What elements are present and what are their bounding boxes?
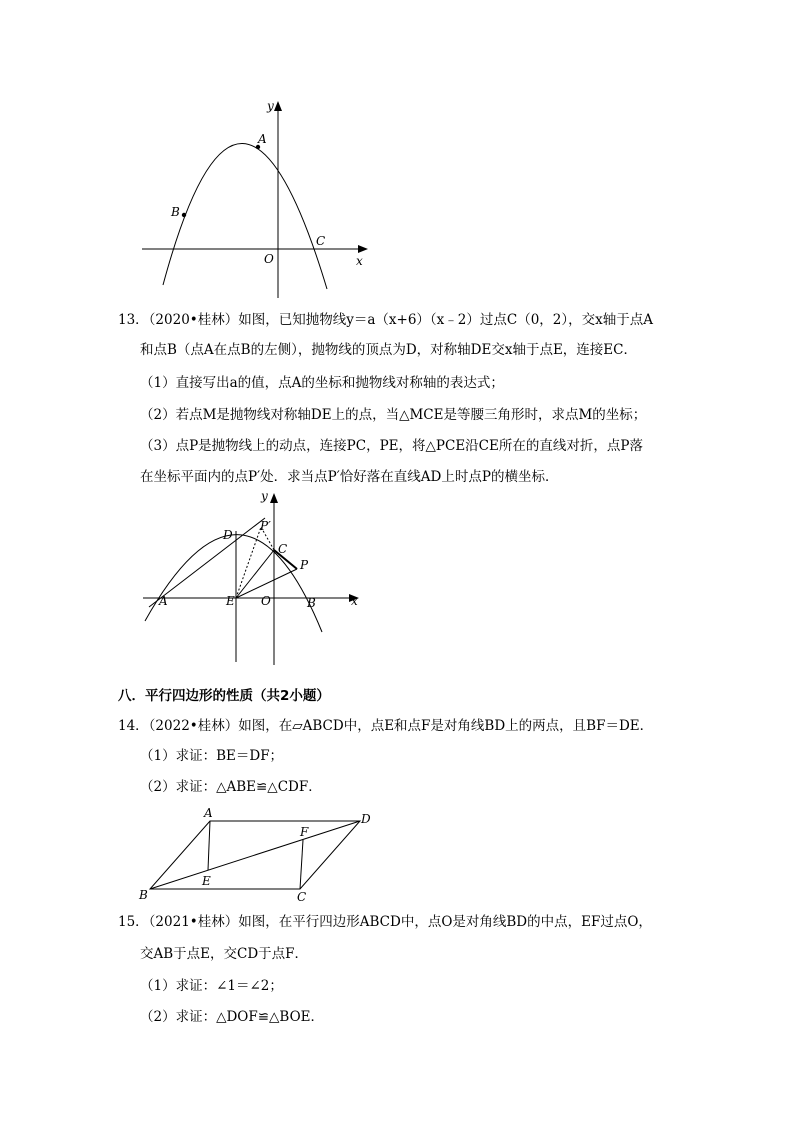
label-f: F [300, 825, 309, 839]
q15-line-2: 交AB于点E，交CD于点F． [140, 946, 309, 962]
label-o: O [264, 252, 274, 266]
label-e: E [202, 874, 211, 888]
label-y: y [261, 489, 268, 503]
label-d: D [361, 812, 371, 826]
segment-ec [236, 550, 274, 598]
q14-line-1: 14．（2022•桂林）如图，在▱ABCD中，点E和点F是对角线BD上的两点，且BF＝DE． [118, 718, 654, 734]
section-heading: 八．平行四边形的性质（共2小题） [118, 688, 330, 704]
diagonal-bd [150, 821, 360, 889]
segment-cf [300, 840, 303, 889]
y-axis-arrow [274, 101, 282, 111]
label-p: P [300, 558, 309, 572]
q13-part-3b: 在坐标平面内的点P′处．求当点P′恰好落在直线AD上时点P的横坐标． [140, 469, 559, 485]
label-b: B [307, 596, 316, 610]
label-a: A [159, 594, 168, 608]
label-o: O [261, 594, 271, 608]
label-y: y [267, 99, 274, 113]
q14-part-2: （2）求证：△ABE≌△CDF． [140, 779, 322, 795]
q13-part-2: （2）若点M是抛物线对称轴DE上的点，当△MCE是等腰三角形时，求点M的坐标； [140, 407, 647, 423]
q13-line-1: 13．（2020•桂林）如图，已知抛物线y＝a（x+6）（x﹣2）过点C（0，2），交x轴于点A [118, 312, 654, 328]
figure-parabola-2 [135, 487, 370, 667]
segment-ae [208, 821, 210, 870]
label-p-prime: P′ [260, 519, 271, 533]
q15-part-2: （2）求证：△DOF≌△BOE． [140, 1009, 325, 1025]
parabola-curve [145, 535, 322, 632]
label-b: B [171, 205, 180, 219]
label-e: E [226, 594, 235, 608]
q15-part-1: （1）求证：∠1＝∠2； [140, 978, 283, 994]
label-c: C [297, 890, 307, 904]
x-axis-arrow [358, 245, 368, 253]
label-x: x [351, 594, 358, 608]
parabola-curve [163, 143, 327, 289]
label-a: A [258, 132, 267, 146]
figure-parabola-1 [130, 95, 390, 305]
figure-parallelogram [130, 803, 380, 905]
y-axis-arrow [270, 493, 278, 503]
label-b: B [139, 888, 148, 902]
label-c: C [316, 234, 326, 248]
point-b [182, 213, 186, 217]
label-d: D [223, 528, 233, 542]
q14-part-1: （1）求证：BE＝DF； [140, 748, 284, 764]
q15-line-1: 15．（2021•桂林）如图，在平行四边形ABCD中，点O是对角线BD的中点，EF过点O， [118, 914, 652, 930]
q13-line-2: 和点B（点A在点B的左侧），抛物线的顶点为D，对称轴DE交x轴于点E，连接EC． [140, 342, 637, 358]
label-c: C [278, 542, 288, 556]
q13-part-3a: （3）点P是抛物线上的动点，连接PC，PE，将△PCE沿CE所在的直线对折，点P落 [140, 438, 643, 454]
label-x: x [356, 254, 363, 268]
label-a: A [204, 806, 213, 820]
q13-part-1: （1）直接写出a的值，点A的坐标和抛物线对称轴的表达式； [140, 375, 504, 391]
